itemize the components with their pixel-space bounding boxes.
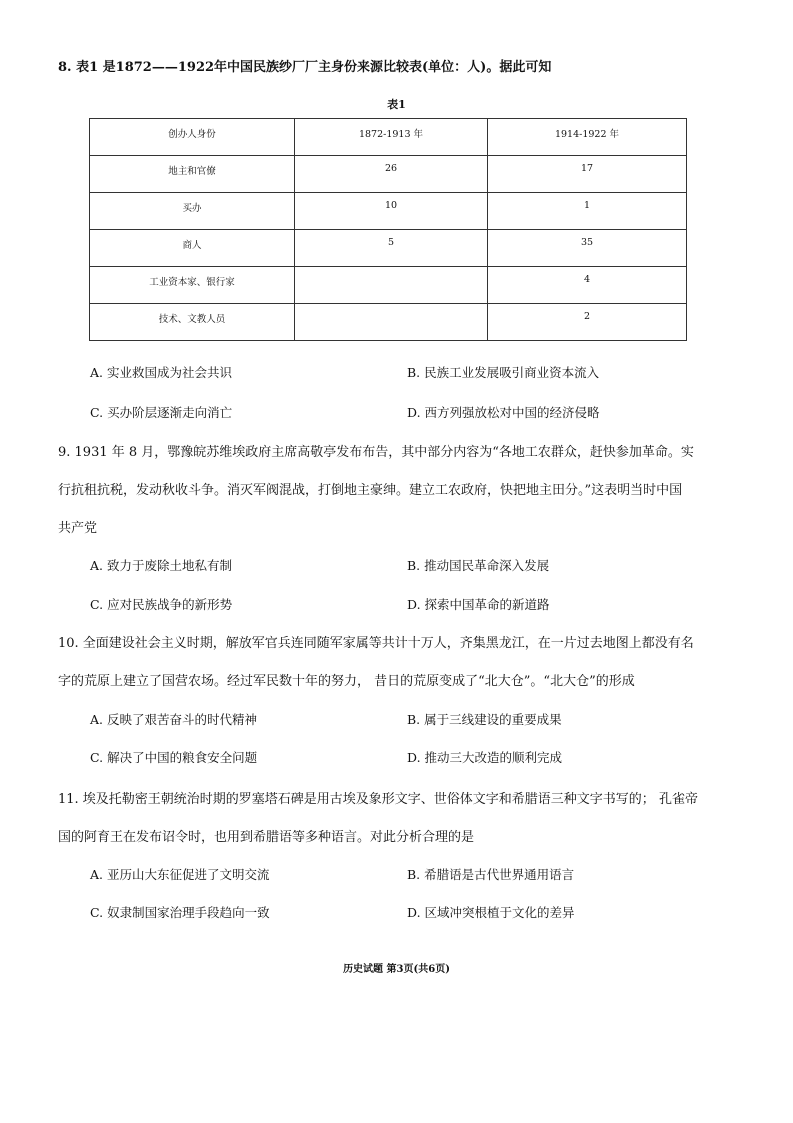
q8-table	[89, 118, 687, 341]
table-cell: 10	[295, 193, 488, 230]
table-header-cell: 创办人身份	[90, 119, 295, 156]
q10-option-b: B. 属于三线建设的重要成果	[407, 712, 562, 727]
q9-stem-line-1: 9. 1931 年 8 月，鄂豫皖苏维埃政府主席高敬亭发布布告，其中部分内容为“各地工农群众，赶快参加革命。实	[58, 445, 694, 460]
q8-option-a: A. 实业救国成为社会共识	[90, 365, 232, 380]
table-row	[90, 304, 687, 341]
table-cell: 商人	[90, 230, 295, 267]
table-header-cell: 1872-1913 年	[295, 119, 488, 156]
q11-option-c: C. 奴隶制国家治理手段趋向一致	[90, 905, 270, 920]
q10-stem-line-1: 10. 全面建设社会主义时期，解放军官兵连同随军家属等共计十万人，齐集黑龙江，在一片过去地图上都没有名	[58, 636, 694, 651]
table-cell	[295, 267, 488, 304]
table-cell: 26	[295, 156, 488, 193]
table-cell	[295, 304, 488, 341]
table-cell: 35	[488, 230, 687, 267]
q9-stem-line-3: 共产党	[58, 521, 98, 536]
table-row	[90, 156, 687, 193]
q9-option-c: C. 应对民族战争的新形势	[90, 597, 233, 612]
table-cell: 工业资本家、银行家	[90, 267, 295, 304]
q9-option-b: B. 推动国民革命深入发展	[407, 558, 550, 573]
q10-option-d: D. 推动三大改造的顺利完成	[407, 750, 563, 765]
table-row	[90, 193, 687, 230]
q11-stem-line-1: 11. 埃及托勒密王朝统治时期的罗塞塔石碑是用古埃及象形文字、世俗体文字和希腊语三种文字书写的； 孔雀帝	[58, 792, 698, 807]
table-caption: 表1	[387, 98, 406, 111]
q11-stem-line-2: 国的阿育王在发布诏令时，也用到希腊语等多种语言。对此分析合理的是	[58, 830, 475, 845]
q8-option-b: B. 民族工业发展吸引商业资本流入	[407, 365, 600, 380]
q11-option-a: A. 亚历山大东征促进了文明交流	[90, 867, 270, 882]
table-header-cell: 1914-1922 年	[488, 119, 687, 156]
table-cell: 技术、文教人员	[90, 304, 295, 341]
table-cell: 买办	[90, 193, 295, 230]
table-cell: 2	[488, 304, 687, 341]
page-footer: 历史试题 第3页(共6页)	[343, 964, 450, 975]
q8-option-c: C. 买办阶层逐渐走向消亡	[90, 405, 233, 420]
table-cell: 4	[488, 267, 687, 304]
q10-stem-line-2: 字的荒原上建立了国营农场。经过军民数十年的努力， 昔日的荒原变成了“北大仓”。“北大仓”的形成	[58, 674, 635, 689]
table-cell: 地主和官僚	[90, 156, 295, 193]
q10-option-a: A. 反映了艰苦奋斗的时代精神	[90, 712, 257, 727]
table-cell: 1	[488, 193, 687, 230]
q10-option-c: C. 解决了中国的粮食安全问题	[90, 750, 258, 765]
table-cell: 5	[295, 230, 488, 267]
q9-option-d: D. 探索中国革命的新道路	[407, 597, 550, 612]
table-row	[90, 230, 687, 267]
table-cell: 17	[488, 156, 687, 193]
q8-stem: 8. 表1 是1872——1922年中国民族纱厂厂主身份来源比较表(单位：人)。据此可知	[58, 60, 552, 75]
table-row	[90, 267, 687, 304]
q8-option-d: D. 西方列强放松对中国的经济侵略	[407, 405, 600, 420]
q11-option-b: B. 希腊语是古代世界通用语言	[407, 867, 575, 882]
q11-option-d: D. 区域冲突根植于文化的差异	[407, 905, 575, 920]
table-header-row	[90, 119, 687, 156]
q9-stem-line-2: 行抗租抗税，发动秋收斗争。消灭军阀混战，打倒地主豪绅。建立工农政府，快把地主田分。”这表明当时中国	[58, 483, 683, 498]
q9-option-a: A. 致力于废除土地私有制	[90, 558, 232, 573]
